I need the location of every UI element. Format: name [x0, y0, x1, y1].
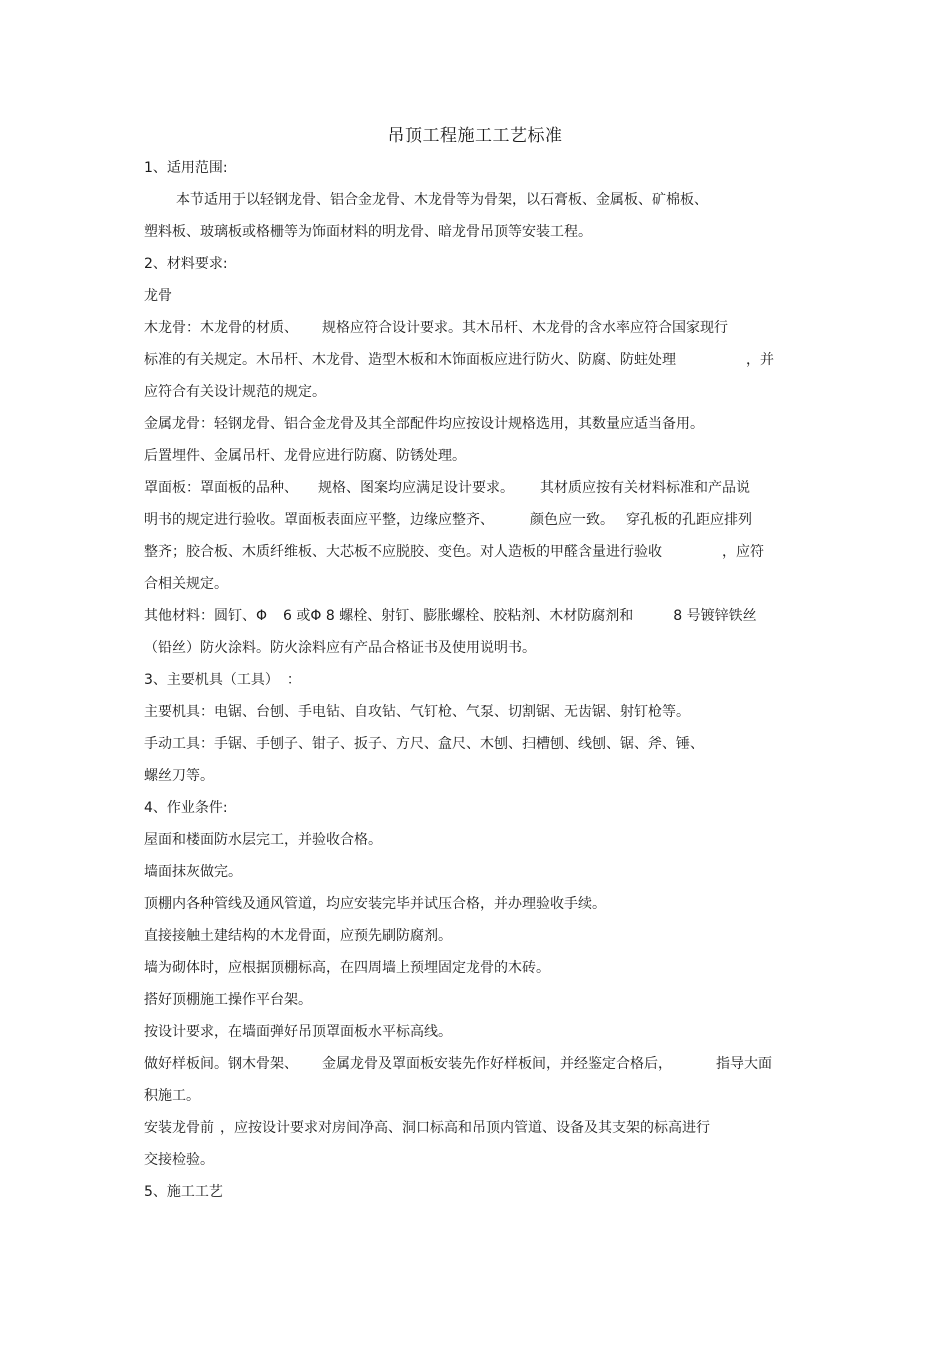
section-heading-3: 3、主要机具（工具） ： [144, 672, 301, 688]
section-heading-1: 1、适用范围: [144, 160, 228, 176]
paragraph-line: 搭好顶棚施工操作平台架。 [144, 992, 312, 1008]
section-heading-5: 5、施工工艺 [144, 1184, 223, 1200]
paragraph-line: 螺丝刀等。 [144, 768, 214, 784]
paragraph-line: 本节适用于以轻钢龙骨、铝合金龙骨、木龙骨等为骨架，以石膏板、金属板、矿棉板、 [176, 192, 708, 208]
paragraph-line: 其他材料：圆钉、Φ 6 或Φ 8 螺栓、射钉、膨胀螺栓、胶粘剂、木材防腐剂和 8 号镀锌铁丝 [144, 608, 757, 624]
paragraph-line: 直接接触土建结构的木龙骨面，应预先刷防腐剂。 [144, 928, 452, 944]
paragraph-line: 做好样板间。钢木骨架、 金属龙骨及罩面板安装先作好样板间，并经鉴定合格后， 指导大面 [144, 1056, 772, 1072]
section-heading-4: 4、作业条件: [144, 800, 228, 816]
paragraph-line: 顶棚内各种管线及通风管道，均应安装完毕并试压合格，并办理验收手续。 [144, 896, 606, 912]
paragraph-line: 墙为砌体时，应根据顶棚标高，在四周墙上预埋固定龙骨的木砖。 [144, 960, 550, 976]
subheading-keel: 龙骨 [144, 288, 172, 304]
paragraph-line: 积施工。 [144, 1088, 200, 1104]
paragraph-line: 墙面抹灰做完。 [144, 864, 242, 880]
section-heading-2: 2、材料要求: [144, 256, 228, 272]
paragraph-line: 合相关规定。 [144, 576, 228, 592]
paragraph-line: 屋面和楼面防水层完工，并验收合格。 [144, 832, 382, 848]
paragraph-line: 罩面板：罩面板的品种、 规格、图案均应满足设计要求。 其材质应按有关材料标准和产品说 [144, 480, 750, 496]
paragraph-line: 后置埋件、金属吊杆、龙骨应进行防腐、防锈处理。 [144, 448, 466, 464]
paragraph-line: 安装龙骨前 ，应按设计要求对房间净高、洞口标高和吊顶内管道、设备及其支架的标高进行 [144, 1120, 710, 1136]
paragraph-line: 木龙骨：木龙骨的材质、 规格应符合设计要求。其木吊杆、木龙骨的含水率应符合国家现行 [144, 320, 728, 336]
paragraph-line: 主要机具：电锯、台刨、手电钻、自攻钻、气钉枪、气泵、切割锯、无齿锯、射钉枪等。 [144, 704, 690, 720]
paragraph-line: 整齐；胶合板、木质纤维板、大芯板不应脱胶、变色。对人造板的甲醛含量进行验收 ，应符 [144, 544, 764, 560]
paragraph-line: （铅丝）防火涂料。防火涂料应有产品合格证书及使用说明书。 [144, 640, 536, 656]
paragraph-line: 手动工具：手锯、手刨子、钳子、扳子、方尺、盒尺、木刨、扫槽刨、线刨、锯、斧、锤、 [144, 736, 704, 752]
document-title: 吊顶工程施工工艺标准 [387, 126, 563, 146]
paragraph-line: 应符合有关设计规范的规定。 [144, 384, 326, 400]
paragraph-line: 按设计要求，在墙面弹好吊顶罩面板水平标高线。 [144, 1024, 452, 1040]
paragraph-line: 明书的规定进行验收。罩面板表面应平整，边缘应整齐、 颜色应一致。 穿孔板的孔距应排列 [144, 512, 752, 528]
paragraph-line: 塑料板、玻璃板或格栅等为饰面材料的明龙骨、暗龙骨吊顶等安装工程。 [144, 224, 592, 240]
paragraph-line: 标准的有关规定。木吊杆、木龙骨、造型木板和木饰面板应进行防火、防腐、防蛀处理 ，并 [144, 352, 774, 368]
paragraph-line: 交接检验。 [144, 1152, 214, 1168]
paragraph-line: 金属龙骨：轻钢龙骨、铝合金龙骨及其全部配件均应按设计规格选用，其数量应适当备用。 [144, 416, 704, 432]
